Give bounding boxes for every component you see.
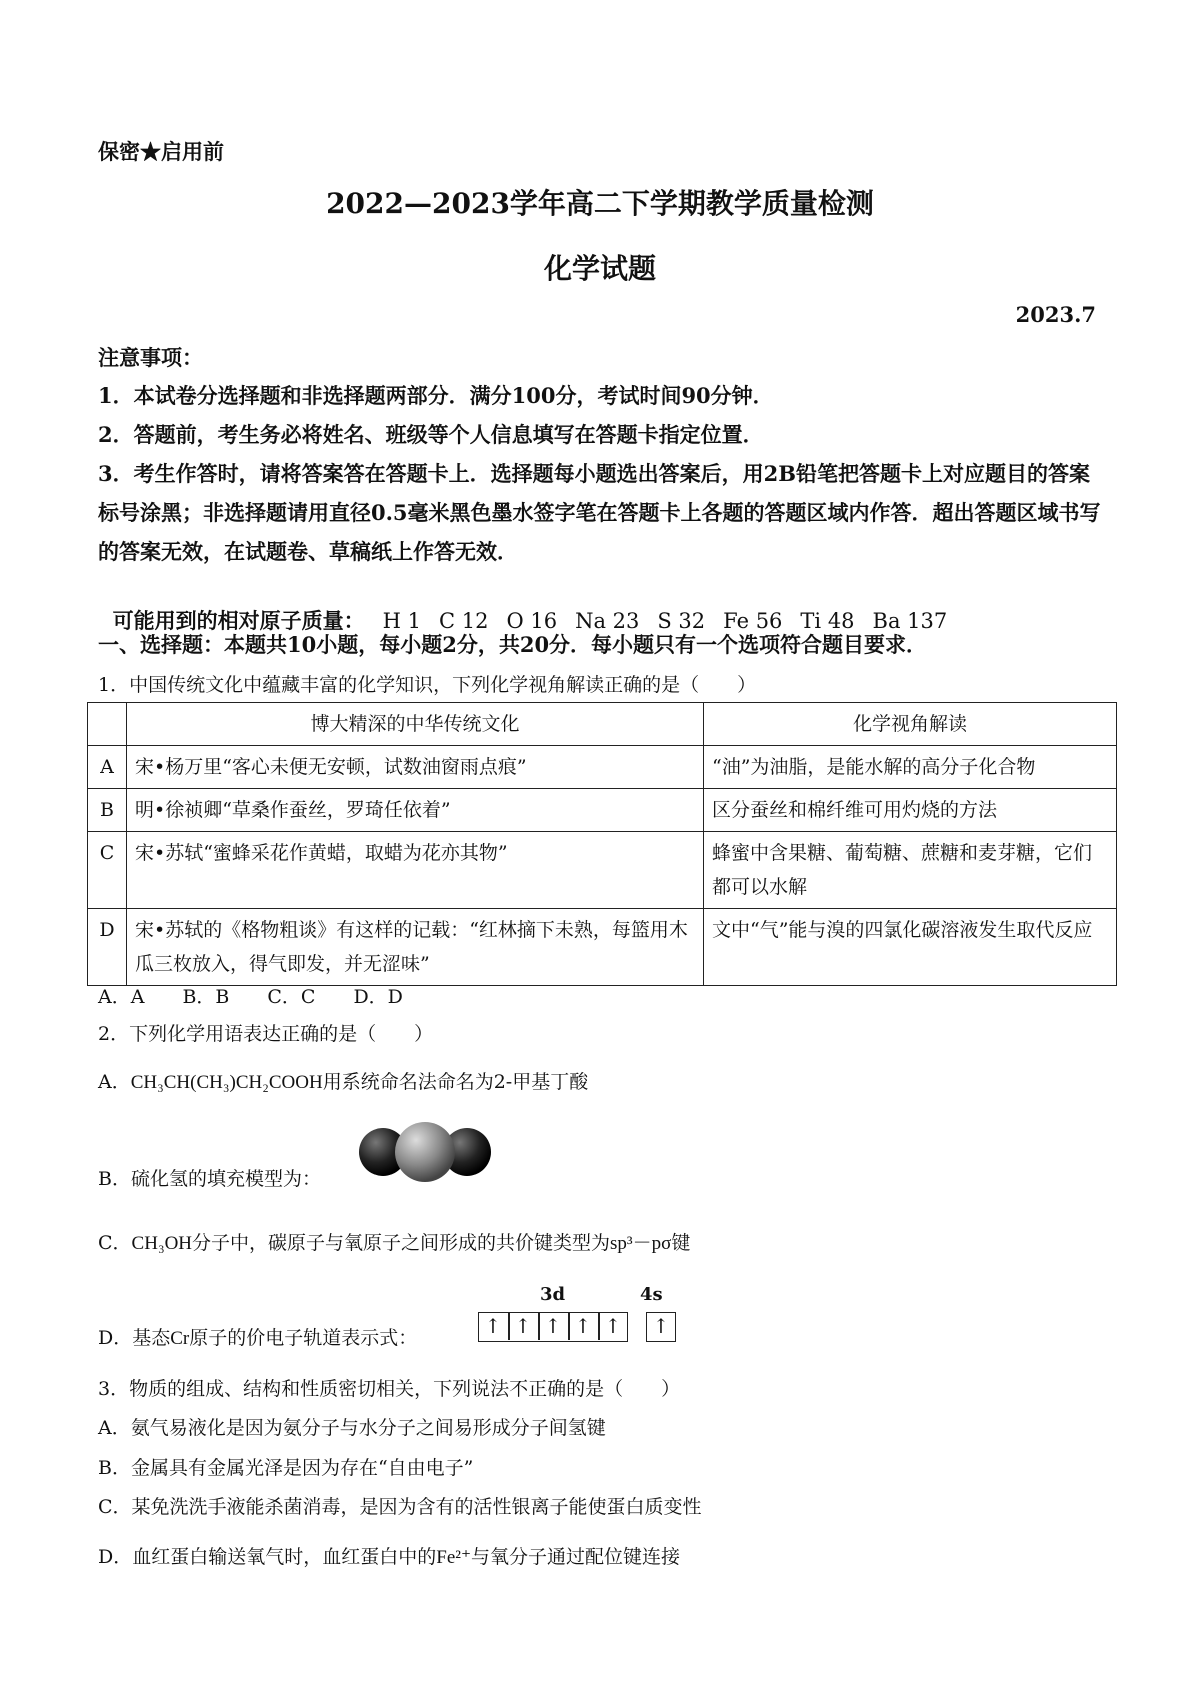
q3-d-pre: D．血红蛋白输送氧气时，血红蛋白中的 <box>98 1546 437 1568</box>
mass-ti: Ti 48 <box>800 609 855 633</box>
q1-table <box>87 702 1117 986</box>
q2-a-text: 用系统命名法命名为2-甲基丁酸 <box>322 1071 589 1093</box>
q1-row-letter: A <box>88 746 127 789</box>
q1-row-letter: D <box>88 909 127 986</box>
q3-option-d <box>98 1542 680 1569</box>
section-heading: 一、选择题：本题共10小题，每小题2分，共20分．每小题只有一个选项符合题目要求． <box>98 632 928 657</box>
q1-row-chem: 蜂蜜中含果糖、葡萄糖、蔗糖和麦芽糖，它们都可以水解 <box>704 832 1117 909</box>
exam-subtitle: 化学试题 <box>543 252 656 285</box>
q1-table-header <box>88 703 1117 746</box>
q3-option-b: B．金属具有金属光泽是因为存在“自由电子” <box>98 1457 474 1479</box>
q1-row-chem: “油”为油脂，是能水解的高分子化合物 <box>704 746 1117 789</box>
q2-d-element: Cr <box>170 1328 190 1349</box>
up-arrow-icon: ↑ <box>514 1314 532 1338</box>
atomic-masses <box>98 580 947 635</box>
mass-fe: Fe 56 <box>723 609 783 633</box>
q2-c-bond: sp³－pσ <box>610 1233 672 1254</box>
up-arrow-icon: ↑ <box>544 1314 562 1338</box>
mass-c: C 12 <box>438 609 489 633</box>
notice-heading: 注意事项： <box>98 345 203 370</box>
q1-row-chem: 区分蚕丝和棉纤维可用灼烧的方法 <box>704 789 1117 832</box>
q1-header-culture: 博大精深的中华传统文化 <box>127 703 704 746</box>
q2-option-b: B．硫化氢的填充模型为： <box>98 1168 321 1190</box>
q3-stem: 3．物质的组成、结构和性质密切相关，下列说法不正确的是（ ） <box>98 1378 681 1400</box>
q3-d-ion: Fe²⁺ <box>436 1547 471 1568</box>
exam-title: 2022—2023学年高二下学期教学质量检测 <box>326 187 874 220</box>
q3-d-post: 与氧分子通过配位键连接 <box>470 1546 680 1568</box>
up-arrow-icon: ↑ <box>604 1314 622 1338</box>
q1-header-blank <box>88 703 127 746</box>
exam-date: 2023.7 <box>1015 302 1096 327</box>
q2-c-prefix: C． <box>98 1232 132 1254</box>
q1-row-culture: 宋•苏轼的《格物粗谈》有这样的记载：“红林摘下未熟，每篮用木瓜三枚放入，得气即发，并无涩味” <box>127 909 704 986</box>
orbital-label-4s: 4s <box>640 1284 663 1305</box>
table-row <box>88 789 1117 832</box>
q2-d-text: D．基态 <box>98 1327 171 1349</box>
notice-item-1: 1．本试卷分选择题和非选择题两部分．满分100分，考试时间90分钟． <box>98 383 774 408</box>
notice-item-3: 3．考生作答时，请将答案答在答题卡上．选择题每小题选出答案后，用2B铅笔把答题卡上对应题目的答案标号涂黑；非选择题请用直径0.5毫米黑色墨水签字笔在答题卡上各题的答题区域内作答．超出答题区域书写的答案无效，在试题卷、草稿纸上作答无效． <box>98 461 1101 564</box>
q1-row-letter: C <box>88 832 127 909</box>
table-row <box>88 746 1117 789</box>
q1-options: A．A B．B C．C D．D <box>98 986 403 1008</box>
q1-row-chem: 文中“气”能与溴的四氯化碳溶液发生取代反应 <box>704 909 1117 986</box>
q2-option-a <box>98 1067 588 1094</box>
confidential-mark: 保密★启用前 <box>98 139 224 164</box>
up-arrow-icon: ↑ <box>484 1314 502 1338</box>
q1-row-culture: 宋•苏轼“蜜蜂采花作黄蜡，取蜡为花亦其物” <box>127 832 704 909</box>
h2s-space-filling-model <box>355 1120 495 1184</box>
mass-na: Na 23 <box>575 609 640 633</box>
mass-o: O 16 <box>506 609 558 633</box>
mass-h: H 1 <box>382 609 421 633</box>
atomic-masses-label: 可能用到的相对原子质量： <box>112 608 365 633</box>
cr-orbital-diagram <box>478 1284 678 1354</box>
q1-header-chem: 化学视角解读 <box>704 703 1117 746</box>
q2-stem: 2．下列化学用语表达正确的是（ ） <box>98 1023 434 1045</box>
q2-option-d <box>98 1323 417 1350</box>
mass-s: S 32 <box>657 609 706 633</box>
q2-option-c <box>98 1228 690 1255</box>
q3-option-a: A．氨气易液化是因为氨分子与水分子之间易形成分子间氢键 <box>98 1417 606 1439</box>
sulfur-atom <box>395 1122 455 1182</box>
up-arrow-icon: ↑ <box>652 1314 670 1338</box>
q3-option-c: C．某免洗洗手液能杀菌消毒，是因为含有的活性银离子能使蛋白质变性 <box>98 1496 702 1518</box>
up-arrow-icon: ↑ <box>574 1314 592 1338</box>
q2-c-formula: CH₃OH <box>131 1233 193 1254</box>
table-row <box>88 832 1117 909</box>
q2-c-end: 键 <box>671 1232 691 1254</box>
q2-a-formula: CH₃CH(CH₃)CH₂COOH <box>130 1072 323 1093</box>
q1-stem: 1．中国传统文化中蕴藏丰富的化学知识，下列化学视角解读正确的是（ ） <box>98 674 757 696</box>
q1-row-culture: 宋•杨万里“客心未便无安顿，试数油窗雨点痕” <box>127 746 704 789</box>
q2-d-text2: 原子的价电子轨道表示式： <box>189 1327 418 1349</box>
orbital-boxes <box>478 1312 678 1344</box>
q2-c-text: 分子中，碳原子与氧原子之间形成的共价键类型为 <box>192 1232 611 1254</box>
orbital-label-3d: 3d <box>540 1284 566 1305</box>
q1-row-letter: B <box>88 789 127 832</box>
mass-ba: Ba 137 <box>872 609 948 633</box>
table-row <box>88 909 1117 986</box>
notice-item-2: 2．答题前，考生务必将姓名、班级等个人信息填写在答题卡指定位置． <box>98 422 764 447</box>
q1-row-culture: 明•徐祯卿“草桑作蚕丝，罗琦任依着” <box>127 789 704 832</box>
q2-a-prefix: A． <box>98 1071 131 1093</box>
